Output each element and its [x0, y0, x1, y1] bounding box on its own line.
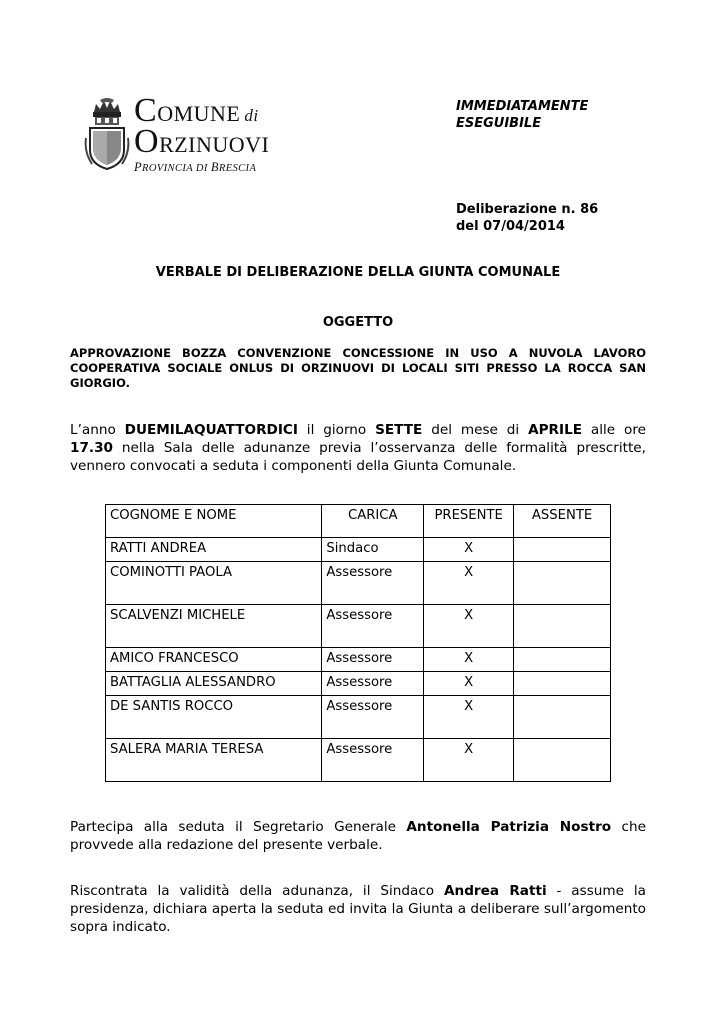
header-role: CARICA: [322, 505, 424, 538]
member-name: RATTI ANDREA: [106, 538, 322, 562]
table-row: [106, 739, 611, 782]
member-present: X: [424, 648, 514, 672]
member-present: X: [424, 605, 514, 648]
member-absent: [514, 562, 611, 605]
subject-text: APPROVAZIONE BOZZA CONVENZIONE CONCESSIONE IN USO A NUVOLA LAVORO COOPERATIVA SOCIALE ONLUS DI ORZINUOVI DI LOCALI SITI PRESSO LA ROCCA SAN GIORGIO.: [70, 346, 646, 390]
member-role: Sindaco: [322, 538, 424, 562]
table-row: [106, 538, 611, 562]
member-role: Assessore: [322, 696, 424, 739]
logo-line-orzinuovi: ORZINUOVI: [134, 123, 270, 160]
member-name: BATTAGLIA ALESSANDRO: [106, 672, 322, 696]
deliberation-date: del 07/04/2014: [456, 219, 565, 234]
execution-status: IMMEDIATAMENTE ESEGUIBILE: [456, 99, 589, 131]
member-name: DE SANTIS ROCCO: [106, 696, 322, 739]
logo-line-provincia: PROVINCIA DI BRESCIA: [134, 160, 257, 174]
member-present: X: [424, 672, 514, 696]
coat-of-arms-icon: [84, 98, 130, 170]
municipality-logo: [84, 92, 284, 178]
table-row: [106, 648, 611, 672]
intro-paragraph: L’anno DUEMILAQUATTORDICI il giorno SETTE del mese di APRILE alle ore 17.30 nella Sala delle adunanze previa l’osservanza delle formalità prescritte, vennero convocati a seduta i componenti della Giunta Comunale.: [70, 422, 646, 474]
member-name: COMINOTTI PAOLA: [106, 562, 322, 605]
member-absent: [514, 696, 611, 739]
header-name: COGNOME E NOME: [106, 505, 322, 538]
presidency-paragraph: Riscontrata la validità della adunanza, il Sindaco Andrea Ratti - assume la presidenza, dichiara aperta la seduta ed invita la Giunta a deliberare sull’argomento sopra indicato.: [70, 883, 646, 935]
member-name: SALERA MARIA TERESA: [106, 739, 322, 782]
member-absent: [514, 605, 611, 648]
table-row: [106, 605, 611, 648]
secretary-paragraph: Partecipa alla seduta il Segretario Generale Antonella Patrizia Nostro che provvede alla redazione del presente verbale.: [70, 819, 646, 853]
member-role: Assessore: [322, 648, 424, 672]
member-role: Assessore: [322, 672, 424, 696]
document-title: VERBALE DI DELIBERAZIONE DELLA GIUNTA COMUNALE: [155, 265, 561, 280]
member-present: X: [424, 538, 514, 562]
table-row: [106, 562, 611, 605]
subject-label: OGGETTO: [322, 315, 394, 330]
header-absent: ASSENTE: [514, 505, 611, 538]
member-absent: [514, 538, 611, 562]
member-present: X: [424, 562, 514, 605]
header-present: PRESENTE: [424, 505, 514, 538]
member-role: Assessore: [322, 739, 424, 782]
member-absent: [514, 672, 611, 696]
logo-line-comune: COMUNE di: [134, 92, 259, 129]
member-present: X: [424, 739, 514, 782]
member-role: Assessore: [322, 562, 424, 605]
table-row: [106, 672, 611, 696]
member-absent: [514, 648, 611, 672]
member-name: SCALVENZI MICHELE: [106, 605, 322, 648]
table-header-row: [106, 505, 611, 538]
member-absent: [514, 739, 611, 782]
deliberation-number: Deliberazione n. 86 del 07/04/2014: [456, 202, 599, 234]
attendance-table: [105, 504, 611, 782]
member-name: AMICO FRANCESCO: [106, 648, 322, 672]
member-role: Assessore: [322, 605, 424, 648]
table-row: [106, 696, 611, 739]
member-present: X: [424, 696, 514, 739]
